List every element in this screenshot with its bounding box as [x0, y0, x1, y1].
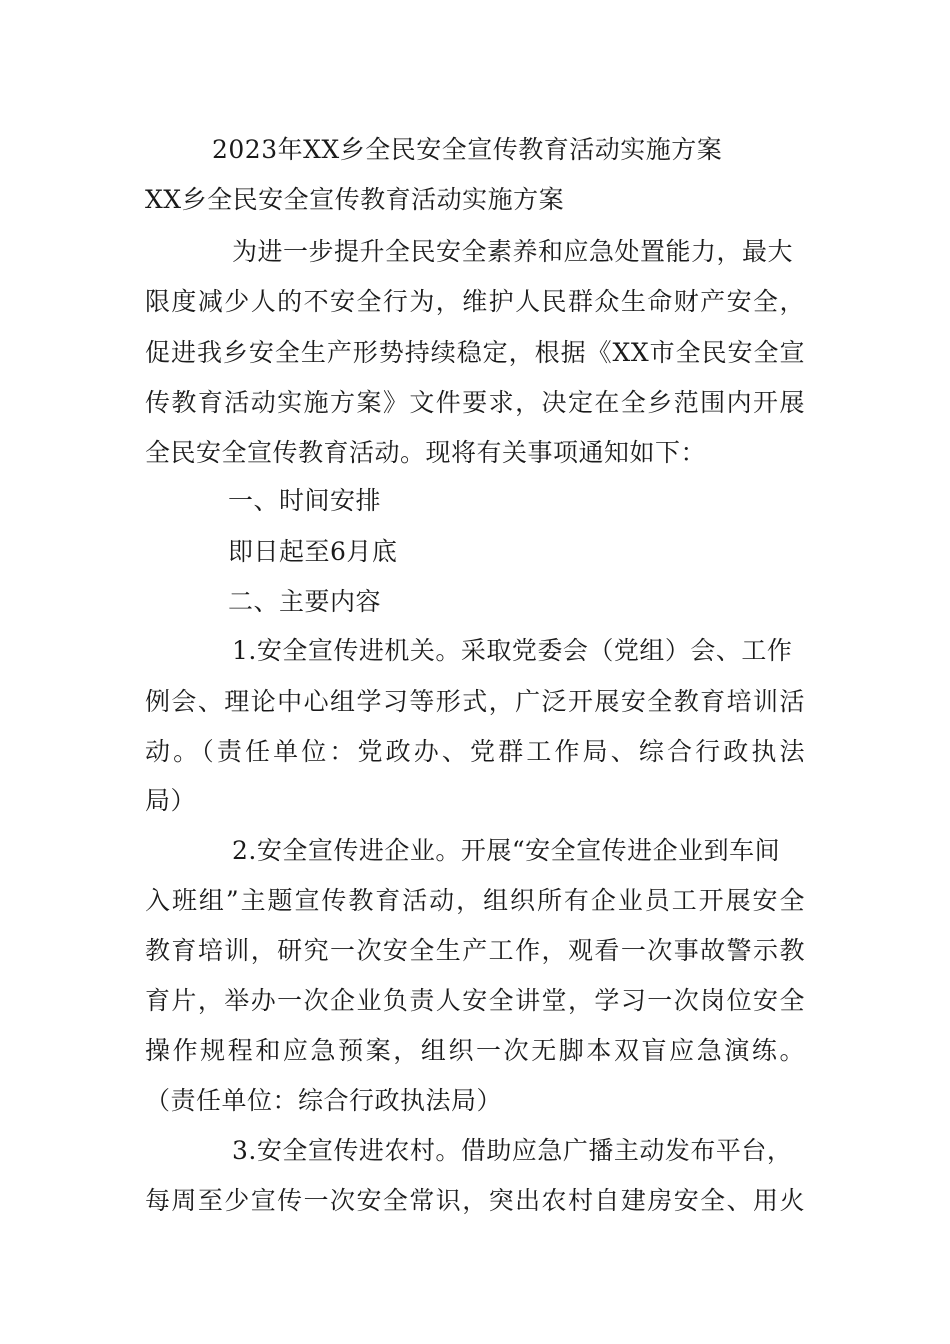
section-heading-schedule: 一、时间安排	[228, 486, 382, 515]
document-subtitle: XX乡全民安全宣传教育活动实施方案	[145, 185, 565, 214]
item1-line: 局）	[145, 786, 197, 815]
intro-line: 全民安全宣传教育活动。现将有关事项通知如下：	[145, 438, 707, 467]
section-heading-content: 二、主要内容	[228, 587, 382, 616]
item1-line: 1.安全宣传进机关。采取党委会（党组）会、工作	[232, 636, 793, 665]
item3-line: 每周至少宣传一次安全常识，突出农村自建房安全、用火	[145, 1186, 805, 1215]
item2-line: 育片，举办一次企业负责人安全讲堂，学习一次岗位安全	[145, 986, 805, 1015]
item3-line: 3.安全宣传进农村。借助应急广播主动发布平台，	[232, 1136, 793, 1165]
item1-line: 动。（责任单位：党政办、党群工作局、综合行政执法	[145, 737, 805, 766]
intro-line: 为进一步提升全民安全素养和应急处置能力，最大	[232, 237, 794, 266]
item2-line: 2.安全宣传进企业。开展“安全宣传进企业到车间	[232, 836, 781, 865]
item2-line: 操作规程和应急预案，组织一次无脚本双盲应急演练。	[145, 1036, 805, 1065]
document-title: 2023年XX乡全民安全宣传教育活动实施方案	[212, 135, 723, 164]
item2-line: 入班组”主题宣传教育活动，组织所有企业员工开展安全	[145, 886, 805, 915]
intro-line: 促进我乡安全生产形势持续稳定，根据《XX市全民安全宣	[145, 338, 805, 367]
schedule-text: 即日起至6月底	[228, 537, 398, 566]
intro-line: 限度减少人的不安全行为，维护人民群众生命财产安全，	[145, 287, 805, 316]
intro-line: 传教育活动实施方案》文件要求，决定在全乡范围内开展	[145, 388, 805, 417]
item2-line: （责任单位：综合行政执法局）	[145, 1086, 503, 1115]
item2-line: 教育培训，研究一次安全生产工作，观看一次事故警示教	[145, 936, 805, 965]
item1-line: 例会、理论中心组学习等形式，广泛开展安全教育培训活	[145, 687, 805, 716]
